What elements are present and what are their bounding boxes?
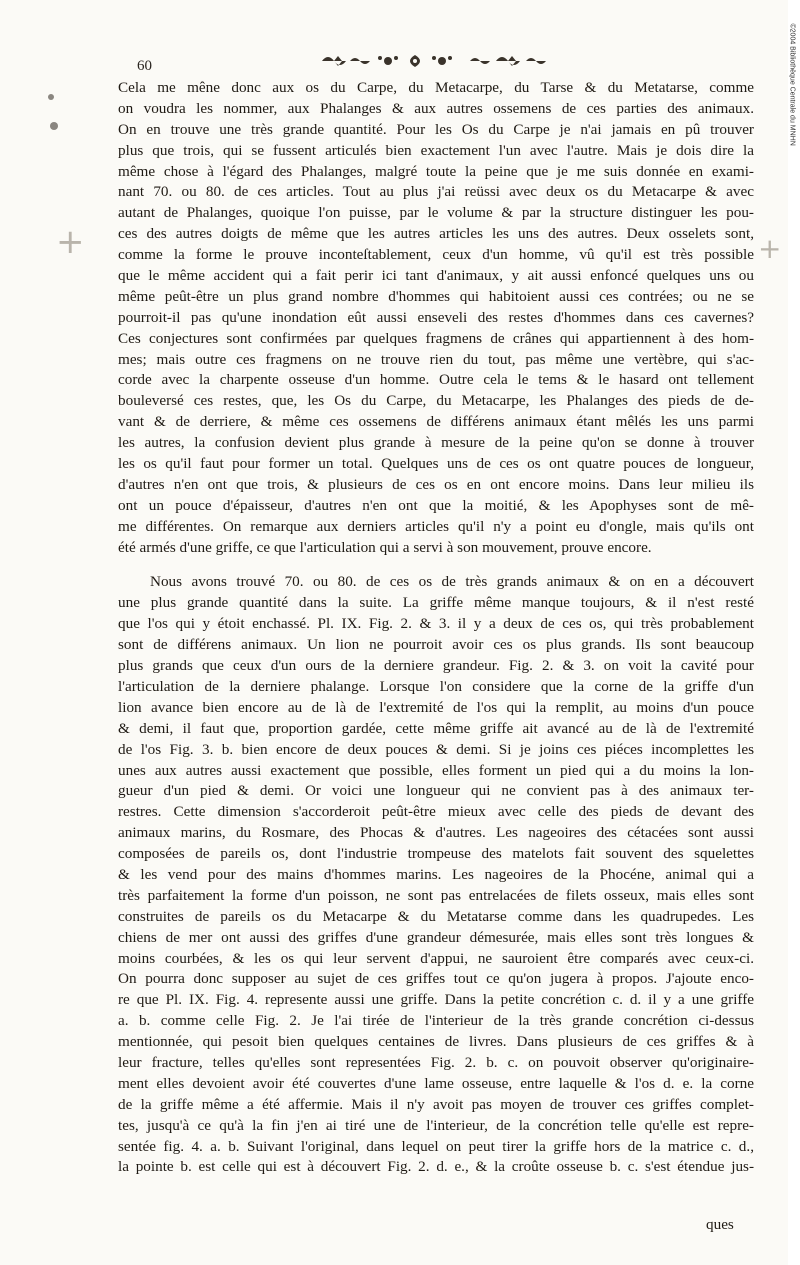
scan-side-strip: [788, 0, 800, 1265]
text-line: re que Pl. IX. Fig. 4. represente aussi une griffe. Dans la petite concrétion c. d. il y a une griffe: [118, 991, 754, 1009]
text-line: On en trouve une très grande quantité. Pour les Os du Carpe je n'ai jamais en pû trouver: [118, 120, 754, 138]
copyright-stamp: ©2004 Bibliothèque Centrale du MNHN: [788, 23, 796, 146]
text-line: autant de Phalanges, quoique l'on puisse, par le volume & par la structure distinguer les pou-: [118, 204, 754, 222]
text-line: ces des autres doigts de même que les autres articles les uns des autres. Deux osselets sont,: [118, 225, 754, 243]
pencil-mark: +: [758, 232, 782, 265]
text-line: vant & de derriere, & même ces ossemens de différens animaux étant mêlés les uns parmi: [118, 413, 754, 431]
paragraph-gap: [118, 558, 754, 572]
decorative-ornament: [320, 52, 550, 70]
text-line: corde avec la charpente osseuse d'un homme. Outre cela le tems & le hasard ont tellement: [118, 371, 754, 389]
text-line: composées de pareils os, dont l'industrie trompeuse des matelots fait souvent des squelettes: [118, 845, 754, 863]
body-text: [118, 78, 754, 1178]
text-line: d'autres n'en ont que trois, & plusieurs de ces os en ont encore moins. Dans leur milieu ils: [118, 475, 754, 493]
text-line: pourroit-il pas qu'une inondation eût aussi enseveli des restes d'hommes dans ces cavernes?: [118, 308, 754, 326]
page-number: 60: [137, 58, 152, 74]
catchword: ques: [706, 1216, 734, 1233]
text-line: même peût-être un plus grand nombre d'hommes qui habitoient aussi ces contrées; ou ne se: [118, 287, 754, 305]
text-line: sont de différens animaux. Un lion ne pourroit avoir ces os plus grands. Ils sont beaucoup: [118, 636, 754, 654]
text-line: construites de pareils os du Metacarpe & du Metatarse comme dans les quadrupedes. Les: [118, 907, 754, 925]
text-line: & demi, il faut que, proportion gardée, cette même griffe ait avancé au de là de l'extremité: [118, 719, 754, 737]
text-line: la pointe b. est celle qui est à découvert Fig. 2. d. e., & la croûte osseuse b. c. s'est étendue jus-: [118, 1158, 754, 1176]
text-line: que l'os qui y étoit enchassé. Pl. IX. Fig. 2. & 3. il y a deux de ces os, qui très probablement: [118, 615, 754, 633]
text-line: les autres, la confusion devient plus grande à mesure de la peine qu'on se donne à trouver: [118, 434, 754, 452]
text-line: sentée fig. 4. a. b. Suivant l'original, dans lequel on peut tirer la griffe hors de la matrice c. d.,: [118, 1137, 754, 1155]
text-line: été armés d'une griffe, ce que l'articulation qui a servi à son mouvement, prouve encore.: [118, 538, 652, 556]
text-line: chiens de mer ont aussi des griffes d'une grandeur démesurée, mais elles sont très longues &: [118, 928, 754, 946]
text-line: l'articulation de la derniere phalange. Lorsque l'on considere que la corne de la griffe d'un: [118, 677, 754, 695]
text-line: leur fracture, telles qu'elles sont representées Fig. 2. b. c. on pouvoit observer qu'originaire-: [118, 1053, 754, 1071]
text-line: tes, jusqu'à ce qu'à la fin j'en ai tiré une de l'interieur, de la concrétion telle qu'elle est repre-: [118, 1116, 754, 1134]
text-line: que le même accident qui a fait perir ici tant d'animaux, y ait aussi enfoncé quelques uns ou: [118, 267, 754, 285]
margin-dot: [48, 94, 54, 100]
text-line: de l'os Fig. 3. b. bien encore de deux pouces & demi. Si je joins ces piéces incomplettes les: [118, 740, 754, 758]
text-line: ont un pouce d'épaisseur, d'autres n'en ont que la moitié, & les Apophyses sont de mê-: [118, 496, 754, 514]
text-line: les os qu'il faut pour former un total. Quelques uns de ces os ont quatre pouces de longueur,: [118, 455, 754, 473]
paragraph: [118, 572, 754, 1178]
text-line: moins courbées, & les os qui leur servent d'appui, ne sauroient être comparés avec ceux-ci.: [118, 949, 754, 967]
paragraph: [118, 78, 754, 558]
text-line: unes aux autres aussi exactement que possible, elles forment un pied qui a du moins la lon-: [118, 761, 754, 779]
text-line: lion avance bien encore au de là de l'extremité de l'os qui la remplit, au moins d'un pouce: [118, 698, 754, 716]
pencil-mark: +: [56, 222, 85, 262]
text-line: Nous avons trouvé 70. ou 80. de ces os de très grands animaux & on en a découvert: [150, 573, 754, 591]
margin-dot: [50, 122, 58, 130]
text-line: Cela me mêne donc aux os du Carpe, du Metacarpe, du Tarse & du Metatarse, comme: [118, 79, 754, 96]
text-line: Ces conjectures sont confirmées par quelques fragmens de crânes qui appartiennent à des hom-: [118, 329, 754, 347]
text-line: de la griffe même a été affermie. Mais il n'y avoit pas moyen de trouver ces griffes complet-: [118, 1095, 754, 1113]
text-line: plus que trois, qui se fussent articulés bien exactement l'un avec l'autre. Mais je dois dire la: [118, 141, 754, 159]
text-line: très parfaitement la forme d'un poisson, ne sont pas entrelacées de filets osseux, mais elles sont: [118, 886, 754, 904]
text-line: nant 70. ou 80. de ces articles. Tout au plus j'ai reüssi avec deux os du Metacarpe & avec: [118, 183, 754, 201]
text-line: & les vend pour des mains d'hommes marins. Les nageoires de la Phocéne, animal qui a: [118, 865, 754, 883]
text-line: ment elles devoient avoir été couvertes d'une lame osseuse, entre laquelle & l'os d. e. la corne: [118, 1074, 754, 1092]
text-line: me différentes. On remarque aux derniers articles qu'il n'y a point eu d'ongle, mais qu'ils ont: [118, 517, 754, 535]
text-line: plus grands que ceux d'un ours de la derniere grandeur. Fig. 2. & 3. on voit la cavité pour: [118, 657, 754, 675]
text-line: mentionnée, qui pesoit bien quelques centaines de livres. Dans plusieurs de ces griffes & à: [118, 1033, 754, 1051]
text-line: animaux marins, du Rosmare, des Phocas & d'autres. Les nageoires des cétacées sont aussi: [118, 824, 754, 842]
text-line: mes; mais outre ces fragmens on ne trouve rien du tout, pas même une vertèbre, qui s'ac-: [118, 350, 754, 368]
text-line: On pourra donc supposer au sujet de ces griffes tout ce qu'on jugera à propos. J'ajoute enco-: [118, 970, 754, 988]
text-line: comme la forme le prouve inconteſtablement, ceux d'un homme, vû qu'il est très possible: [118, 246, 754, 264]
text-line: on voudra les nommer, aux Phalanges & aux autres ossemens de ces parties des animaux.: [118, 99, 754, 117]
text-line: gueur d'un pied & demi. Or voici une longueur qui ne convient pas à des animaux ter-: [118, 782, 754, 800]
text-line: une plus grande quantité dans la suite. La griffe même manque toujours, & il n'est resté: [118, 594, 754, 612]
text-line: bouleversé ces restes, que, les Os du Carpe, du Metacarpe, les Phalanges des pieds de de-: [118, 392, 754, 410]
text-line: a. b. comme celle Fig. 2. Je l'ai tirée de l'interieur de la très grande concrétion ci-dessus: [118, 1012, 754, 1030]
text-line: restres. Cette dimension s'accorderoit peût-être mieux avec celle des pieds de devant des: [118, 803, 754, 821]
text-line: même chose à l'égard des Phalanges, malgré toute la peine que je me suis donnée en exami-: [118, 162, 754, 180]
